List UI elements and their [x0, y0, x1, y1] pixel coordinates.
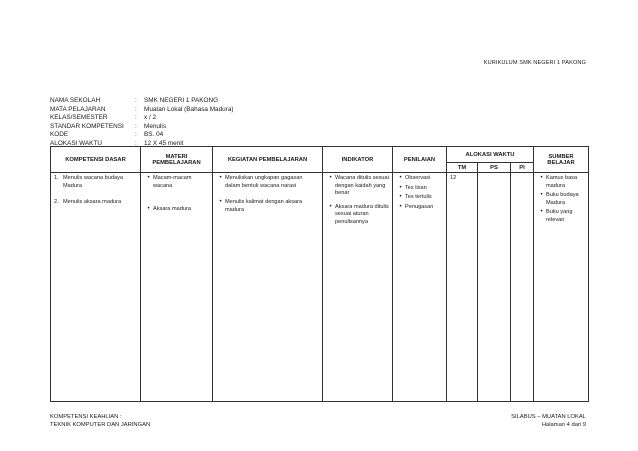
item-text: Buku yang relevan	[546, 209, 573, 223]
bullet-icon: •	[219, 199, 222, 206]
list-item	[396, 204, 443, 212]
meta-value: SMK NEGERI 1 PAKONG	[144, 97, 219, 104]
item-text: Menulis aksara madura	[63, 199, 122, 206]
header-sumber-belajar: SUMBER BELAJAR	[534, 147, 589, 173]
meta-row-class	[50, 114, 234, 123]
list-item	[396, 175, 443, 183]
bullet-icon: •	[540, 209, 543, 216]
meta-separator: :	[135, 105, 137, 113]
list-item	[537, 209, 585, 224]
meta-value: x / 2	[144, 114, 157, 122]
meta-separator: :	[135, 122, 137, 130]
list-item	[144, 175, 209, 190]
bullet-icon: •	[147, 206, 150, 213]
item-text: Aksara madura	[153, 206, 191, 213]
meta-key: ALOKASI WAKTU	[50, 139, 102, 147]
meta-key: MATA PELAJARAN	[50, 105, 106, 113]
bullet-icon: •	[399, 203, 402, 210]
header-ps: PS	[478, 163, 511, 173]
cell-materi	[141, 173, 213, 402]
header-alokasi-waktu: ALOKASI WAKTU	[447, 147, 534, 163]
cell-tm: 12	[447, 173, 478, 402]
meta-value: Menulis	[144, 122, 167, 130]
item-text: Penugasan	[405, 203, 434, 210]
meta-key: KELAS/SEMESTER	[50, 114, 108, 122]
page-number: Halaman 4 dari 9	[541, 422, 586, 429]
footer-expertise-value: TEKNIK KOMPUTER DAN JARINGAN	[50, 422, 151, 429]
list-item	[537, 175, 585, 190]
list-item	[54, 199, 137, 207]
header-kegiatan: KEGIATAN PEMBELAJARAN	[213, 147, 323, 173]
list-item	[537, 192, 585, 207]
meta-row-subject	[50, 106, 234, 115]
bullet-icon: •	[147, 175, 150, 181]
meta-row-competency	[50, 123, 234, 132]
meta-key: STANDAR KOMPETENSI	[50, 122, 124, 130]
cell-sumber-belajar	[534, 173, 589, 402]
item-text: Menulis wacana budaya Madura	[63, 175, 124, 189]
item-text: Aksara madura ditulis sesuai aturan penulisannya	[335, 203, 389, 225]
cell-penilaian	[393, 173, 447, 402]
item-number: 2.	[54, 199, 59, 206]
meta-separator: :	[135, 114, 137, 122]
footer-left	[50, 413, 150, 429]
meta-separator: :	[135, 139, 137, 147]
item-text: Observasi	[405, 175, 431, 181]
header-pi: PI	[511, 163, 534, 173]
cell-kompetensi-dasar	[51, 173, 141, 402]
header-indikator: INDIKATOR	[323, 147, 393, 173]
bullet-icon: •	[399, 175, 402, 181]
bullet-icon: •	[219, 175, 222, 181]
item-text: Tes lisan	[405, 184, 427, 191]
header-penilaian: PENILAIAN	[393, 147, 447, 173]
meta-row-school	[50, 97, 234, 106]
bullet-icon: •	[329, 203, 332, 210]
item-text: Wacana ditulis sesuai dengan kaidah yang benar	[335, 175, 389, 197]
list-item	[144, 206, 209, 214]
cell-indikator	[323, 173, 393, 402]
header-kompetensi-dasar: KOMPETENSI DASAR	[51, 147, 141, 173]
syllabus-meta	[50, 97, 234, 149]
cell-ps	[478, 173, 511, 402]
cell-pi	[511, 173, 534, 402]
item-text: Tes tertulis	[405, 194, 432, 201]
bullet-icon: •	[399, 184, 402, 191]
meta-value: Muatan Lokal (Bahasa Madura)	[144, 105, 234, 113]
cell-kegiatan	[213, 173, 323, 402]
footer-document-title: SILABUS – MUATAN LOKAL	[511, 414, 586, 420]
item-text: Menuliskan ungkapan gagasan dalam bentuk wacana narasi	[225, 175, 303, 189]
meta-value: 12 X 45 menit	[144, 139, 184, 147]
bullet-icon: •	[540, 175, 543, 181]
footer-expertise-label: KOMPETENSI KEAHLIAN :	[50, 414, 122, 420]
syllabus-table	[50, 146, 589, 402]
header-tm: TM	[447, 163, 478, 173]
list-item	[326, 204, 389, 227]
list-item	[396, 194, 443, 202]
list-item	[396, 185, 443, 193]
item-text: Kamus basa madura	[546, 175, 578, 189]
list-item	[326, 175, 389, 198]
item-number: 1.	[54, 175, 59, 181]
item-text: Macam-macam wacana	[153, 175, 192, 189]
meta-separator: :	[135, 131, 137, 139]
bullet-icon: •	[329, 175, 332, 181]
meta-separator: :	[135, 97, 137, 104]
list-item	[216, 199, 319, 214]
meta-value: BS. 04	[144, 131, 164, 139]
footer-right	[511, 413, 586, 429]
list-item	[54, 175, 137, 190]
meta-key: NAMA SEKOLAH	[50, 97, 101, 104]
meta-row-code	[50, 131, 234, 140]
bullet-icon: •	[540, 192, 543, 199]
bullet-icon: •	[399, 194, 402, 201]
item-text: Buku budaya Madura	[546, 192, 579, 206]
list-item	[216, 175, 319, 190]
item-text: Menulis kalimat dengan aksara madura	[225, 199, 303, 213]
header-materi: MATERI PEMBELAJARAN	[141, 147, 213, 173]
meta-key: KODE	[50, 131, 69, 139]
curriculum-header: KURIKULUM SMK NEGERI 1 PAKONG	[483, 60, 586, 66]
